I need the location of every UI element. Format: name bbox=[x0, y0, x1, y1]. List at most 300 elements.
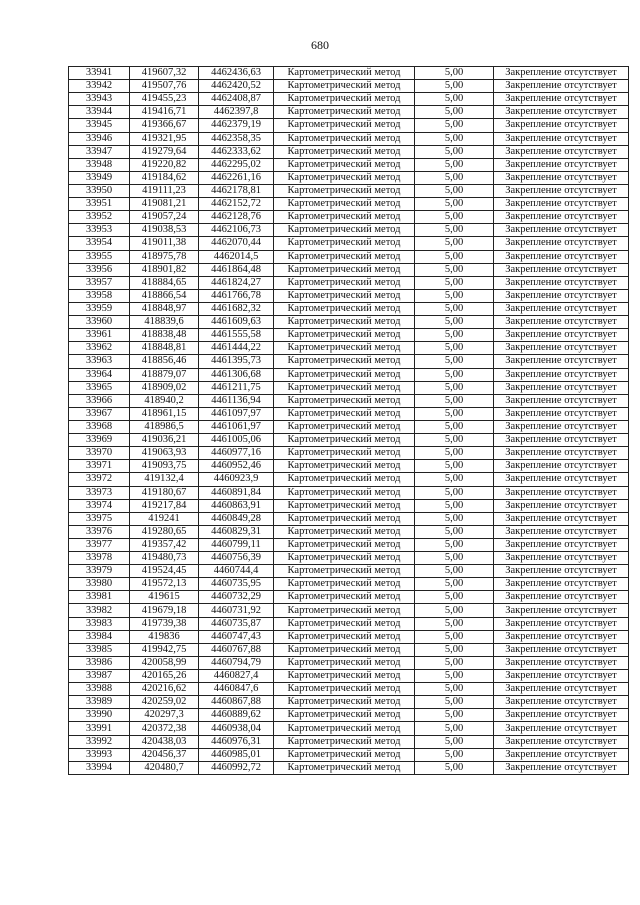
fixation-cell: Закрепление отсутствует bbox=[494, 211, 629, 224]
y-coordinate-cell: 4461555,58 bbox=[199, 329, 274, 342]
error-cell: 5,00 bbox=[415, 761, 494, 774]
table-row bbox=[69, 145, 629, 158]
error-cell: 5,00 bbox=[415, 709, 494, 722]
y-coordinate-cell: 4460744,4 bbox=[199, 565, 274, 578]
point-number-cell: 33954 bbox=[69, 237, 130, 250]
point-number-cell: 33994 bbox=[69, 761, 130, 774]
x-coordinate-cell: 418838,48 bbox=[130, 329, 199, 342]
point-number-cell: 33970 bbox=[69, 447, 130, 460]
fixation-cell: Закрепление отсутствует bbox=[494, 250, 629, 263]
y-coordinate-cell: 4460992,72 bbox=[199, 761, 274, 774]
table-row bbox=[69, 289, 629, 302]
table-row bbox=[69, 302, 629, 315]
y-coordinate-cell: 4460799,11 bbox=[199, 538, 274, 551]
x-coordinate-cell: 418848,97 bbox=[130, 302, 199, 315]
y-coordinate-cell: 4461682,32 bbox=[199, 302, 274, 315]
y-coordinate-cell: 4461766,78 bbox=[199, 289, 274, 302]
method-cell: Картометрический метод bbox=[274, 171, 415, 184]
error-cell: 5,00 bbox=[415, 342, 494, 355]
error-cell: 5,00 bbox=[415, 683, 494, 696]
method-cell: Картометрический метод bbox=[274, 683, 415, 696]
x-coordinate-cell: 419180,67 bbox=[130, 486, 199, 499]
point-number-cell: 33950 bbox=[69, 184, 130, 197]
error-cell: 5,00 bbox=[415, 250, 494, 263]
error-cell: 5,00 bbox=[415, 486, 494, 499]
fixation-cell: Закрепление отсутствует bbox=[494, 158, 629, 171]
fixation-cell: Закрепление отсутствует bbox=[494, 499, 629, 512]
x-coordinate-cell: 420216,62 bbox=[130, 683, 199, 696]
point-number-cell: 33941 bbox=[69, 67, 130, 80]
error-cell: 5,00 bbox=[415, 184, 494, 197]
point-number-cell: 33980 bbox=[69, 578, 130, 591]
fixation-cell: Закрепление отсутствует bbox=[494, 263, 629, 276]
y-coordinate-cell: 4461097,97 bbox=[199, 407, 274, 420]
x-coordinate-cell: 420438,03 bbox=[130, 735, 199, 748]
method-cell: Картометрический метод bbox=[274, 394, 415, 407]
error-cell: 5,00 bbox=[415, 119, 494, 132]
table-row bbox=[69, 591, 629, 604]
y-coordinate-cell: 4462106,73 bbox=[199, 224, 274, 237]
y-coordinate-cell: 4460756,39 bbox=[199, 552, 274, 565]
x-coordinate-cell: 419366,67 bbox=[130, 119, 199, 132]
table-row bbox=[69, 158, 629, 171]
x-coordinate-cell: 419615 bbox=[130, 591, 199, 604]
coordinates-table bbox=[68, 66, 629, 775]
method-cell: Картометрический метод bbox=[274, 158, 415, 171]
method-cell: Картометрический метод bbox=[274, 591, 415, 604]
x-coordinate-cell: 418884,65 bbox=[130, 276, 199, 289]
point-number-cell: 33988 bbox=[69, 683, 130, 696]
table-row bbox=[69, 381, 629, 394]
table-row bbox=[69, 329, 629, 342]
fixation-cell: Закрепление отсутствует bbox=[494, 447, 629, 460]
table-row bbox=[69, 473, 629, 486]
point-number-cell: 33974 bbox=[69, 499, 130, 512]
x-coordinate-cell: 418940,2 bbox=[130, 394, 199, 407]
table-row bbox=[69, 761, 629, 774]
point-number-cell: 33981 bbox=[69, 591, 130, 604]
table-row bbox=[69, 486, 629, 499]
error-cell: 5,00 bbox=[415, 316, 494, 329]
method-cell: Картометрический метод bbox=[274, 407, 415, 420]
point-number-cell: 33959 bbox=[69, 302, 130, 315]
table-row bbox=[69, 538, 629, 551]
x-coordinate-cell: 418866,54 bbox=[130, 289, 199, 302]
method-cell: Картометрический метод bbox=[274, 289, 415, 302]
x-coordinate-cell: 418909,02 bbox=[130, 381, 199, 394]
fixation-cell: Закрепление отсутствует bbox=[494, 683, 629, 696]
table-row bbox=[69, 512, 629, 525]
table-row bbox=[69, 276, 629, 289]
error-cell: 5,00 bbox=[415, 93, 494, 106]
x-coordinate-cell: 419416,71 bbox=[130, 106, 199, 119]
y-coordinate-cell: 4461864,48 bbox=[199, 263, 274, 276]
y-coordinate-cell: 4461444,22 bbox=[199, 342, 274, 355]
error-cell: 5,00 bbox=[415, 407, 494, 420]
point-number-cell: 33978 bbox=[69, 552, 130, 565]
table-row bbox=[69, 316, 629, 329]
error-cell: 5,00 bbox=[415, 447, 494, 460]
table-row bbox=[69, 434, 629, 447]
x-coordinate-cell: 419942,75 bbox=[130, 643, 199, 656]
fixation-cell: Закрепление отсутствует bbox=[494, 342, 629, 355]
error-cell: 5,00 bbox=[415, 106, 494, 119]
method-cell: Картометрический метод bbox=[274, 761, 415, 774]
error-cell: 5,00 bbox=[415, 578, 494, 591]
error-cell: 5,00 bbox=[415, 158, 494, 171]
table-row bbox=[69, 184, 629, 197]
table-row bbox=[69, 670, 629, 683]
point-number-cell: 33975 bbox=[69, 512, 130, 525]
table-row bbox=[69, 237, 629, 250]
error-cell: 5,00 bbox=[415, 591, 494, 604]
x-coordinate-cell: 419111,23 bbox=[130, 184, 199, 197]
error-cell: 5,00 bbox=[415, 224, 494, 237]
y-coordinate-cell: 4461061,97 bbox=[199, 420, 274, 433]
y-coordinate-cell: 4460735,95 bbox=[199, 578, 274, 591]
fixation-cell: Закрепление отсутствует bbox=[494, 145, 629, 158]
x-coordinate-cell: 419063,93 bbox=[130, 447, 199, 460]
x-coordinate-cell: 420297,3 bbox=[130, 709, 199, 722]
x-coordinate-cell: 419057,24 bbox=[130, 211, 199, 224]
point-number-cell: 33957 bbox=[69, 276, 130, 289]
table-row bbox=[69, 735, 629, 748]
table-row bbox=[69, 696, 629, 709]
fixation-cell: Закрепление отсутствует bbox=[494, 276, 629, 289]
error-cell: 5,00 bbox=[415, 420, 494, 433]
error-cell: 5,00 bbox=[415, 302, 494, 315]
table-row bbox=[69, 683, 629, 696]
x-coordinate-cell: 419184,62 bbox=[130, 171, 199, 184]
y-coordinate-cell: 4462178,81 bbox=[199, 184, 274, 197]
table-row bbox=[69, 119, 629, 132]
y-coordinate-cell: 4460952,46 bbox=[199, 460, 274, 473]
fixation-cell: Закрепление отсутствует bbox=[494, 565, 629, 578]
y-coordinate-cell: 4460891,84 bbox=[199, 486, 274, 499]
table-row bbox=[69, 198, 629, 211]
table-row bbox=[69, 460, 629, 473]
error-cell: 5,00 bbox=[415, 512, 494, 525]
table-row bbox=[69, 250, 629, 263]
error-cell: 5,00 bbox=[415, 368, 494, 381]
fixation-cell: Закрепление отсутствует bbox=[494, 512, 629, 525]
fixation-cell: Закрепление отсутствует bbox=[494, 617, 629, 630]
point-number-cell: 33947 bbox=[69, 145, 130, 158]
error-cell: 5,00 bbox=[415, 80, 494, 93]
x-coordinate-cell: 419217,84 bbox=[130, 499, 199, 512]
y-coordinate-cell: 4462379,19 bbox=[199, 119, 274, 132]
y-coordinate-cell: 4462436,63 bbox=[199, 67, 274, 80]
fixation-cell: Закрепление отсутствует bbox=[494, 486, 629, 499]
y-coordinate-cell: 4460735,87 bbox=[199, 617, 274, 630]
point-number-cell: 33976 bbox=[69, 525, 130, 538]
x-coordinate-cell: 419480,73 bbox=[130, 552, 199, 565]
table-row bbox=[69, 630, 629, 643]
x-coordinate-cell: 418901,82 bbox=[130, 263, 199, 276]
fixation-cell: Закрепление отсутствует bbox=[494, 237, 629, 250]
table-row bbox=[69, 80, 629, 93]
fixation-cell: Закрепление отсутствует bbox=[494, 407, 629, 420]
x-coordinate-cell: 419507,76 bbox=[130, 80, 199, 93]
x-coordinate-cell: 418879,07 bbox=[130, 368, 199, 381]
y-coordinate-cell: 4461005,06 bbox=[199, 434, 274, 447]
fixation-cell: Закрепление отсутствует bbox=[494, 538, 629, 551]
error-cell: 5,00 bbox=[415, 722, 494, 735]
x-coordinate-cell: 419036,21 bbox=[130, 434, 199, 447]
y-coordinate-cell: 4460731,92 bbox=[199, 604, 274, 617]
point-number-cell: 33969 bbox=[69, 434, 130, 447]
y-coordinate-cell: 4461211,75 bbox=[199, 381, 274, 394]
table-row bbox=[69, 565, 629, 578]
y-coordinate-cell: 4462408,87 bbox=[199, 93, 274, 106]
page-number: 680 bbox=[311, 38, 329, 52]
error-cell: 5,00 bbox=[415, 394, 494, 407]
y-coordinate-cell: 4460767,88 bbox=[199, 643, 274, 656]
x-coordinate-cell: 419607,32 bbox=[130, 67, 199, 80]
x-coordinate-cell: 418986,5 bbox=[130, 420, 199, 433]
table-row bbox=[69, 748, 629, 761]
fixation-cell: Закрепление отсутствует bbox=[494, 106, 629, 119]
table-row bbox=[69, 578, 629, 591]
error-cell: 5,00 bbox=[415, 735, 494, 748]
method-cell: Картометрический метод bbox=[274, 106, 415, 119]
y-coordinate-cell: 4460977,16 bbox=[199, 447, 274, 460]
method-cell: Картометрический метод bbox=[274, 722, 415, 735]
error-cell: 5,00 bbox=[415, 145, 494, 158]
error-cell: 5,00 bbox=[415, 329, 494, 342]
fixation-cell: Закрепление отсутствует bbox=[494, 420, 629, 433]
error-cell: 5,00 bbox=[415, 643, 494, 656]
x-coordinate-cell: 420456,37 bbox=[130, 748, 199, 761]
point-number-cell: 33986 bbox=[69, 656, 130, 669]
method-cell: Картометрический метод bbox=[274, 538, 415, 551]
point-number-cell: 33987 bbox=[69, 670, 130, 683]
fixation-cell: Закрепление отсутствует bbox=[494, 171, 629, 184]
y-coordinate-cell: 4461609,63 bbox=[199, 316, 274, 329]
fixation-cell: Закрепление отсутствует bbox=[494, 67, 629, 80]
fixation-cell: Закрепление отсутствует bbox=[494, 604, 629, 617]
method-cell: Картометрический метод bbox=[274, 499, 415, 512]
table-row bbox=[69, 407, 629, 420]
fixation-cell: Закрепление отсутствует bbox=[494, 198, 629, 211]
y-coordinate-cell: 4461395,73 bbox=[199, 355, 274, 368]
fixation-cell: Закрепление отсутствует bbox=[494, 316, 629, 329]
error-cell: 5,00 bbox=[415, 538, 494, 551]
method-cell: Картометрический метод bbox=[274, 434, 415, 447]
fixation-cell: Закрепление отсутствует bbox=[494, 761, 629, 774]
y-coordinate-cell: 4460976,31 bbox=[199, 735, 274, 748]
error-cell: 5,00 bbox=[415, 499, 494, 512]
y-coordinate-cell: 4462152,72 bbox=[199, 198, 274, 211]
method-cell: Картометрический метод bbox=[274, 525, 415, 538]
method-cell: Картометрический метод bbox=[274, 735, 415, 748]
method-cell: Картометрический метод bbox=[274, 342, 415, 355]
x-coordinate-cell: 419357,42 bbox=[130, 538, 199, 551]
point-number-cell: 33971 bbox=[69, 460, 130, 473]
point-number-cell: 33966 bbox=[69, 394, 130, 407]
error-cell: 5,00 bbox=[415, 552, 494, 565]
method-cell: Картометрический метод bbox=[274, 696, 415, 709]
method-cell: Картометрический метод bbox=[274, 512, 415, 525]
table-row bbox=[69, 656, 629, 669]
fixation-cell: Закрепление отсутствует bbox=[494, 591, 629, 604]
fixation-cell: Закрепление отсутствует bbox=[494, 709, 629, 722]
method-cell: Картометрический метод bbox=[274, 211, 415, 224]
method-cell: Картометрический метод bbox=[274, 565, 415, 578]
error-cell: 5,00 bbox=[415, 604, 494, 617]
point-number-cell: 33965 bbox=[69, 381, 130, 394]
x-coordinate-cell: 418856,46 bbox=[130, 355, 199, 368]
x-coordinate-cell: 419524,45 bbox=[130, 565, 199, 578]
fixation-cell: Закрепление отсутствует bbox=[494, 224, 629, 237]
method-cell: Картометрический метод bbox=[274, 80, 415, 93]
table-row bbox=[69, 617, 629, 630]
fixation-cell: Закрепление отсутствует bbox=[494, 302, 629, 315]
y-coordinate-cell: 4462070,44 bbox=[199, 237, 274, 250]
point-number-cell: 33968 bbox=[69, 420, 130, 433]
y-coordinate-cell: 4462397,8 bbox=[199, 106, 274, 119]
y-coordinate-cell: 4462358,35 bbox=[199, 132, 274, 145]
fixation-cell: Закрепление отсутствует bbox=[494, 460, 629, 473]
y-coordinate-cell: 4461824,27 bbox=[199, 276, 274, 289]
point-number-cell: 33949 bbox=[69, 171, 130, 184]
method-cell: Картометрический метод bbox=[274, 237, 415, 250]
fixation-cell: Закрепление отсутствует bbox=[494, 670, 629, 683]
method-cell: Картометрический метод bbox=[274, 617, 415, 630]
method-cell: Картометрический метод bbox=[274, 552, 415, 565]
x-coordinate-cell: 419739,38 bbox=[130, 617, 199, 630]
error-cell: 5,00 bbox=[415, 355, 494, 368]
point-number-cell: 33955 bbox=[69, 250, 130, 263]
point-number-cell: 33977 bbox=[69, 538, 130, 551]
error-cell: 5,00 bbox=[415, 473, 494, 486]
point-number-cell: 33979 bbox=[69, 565, 130, 578]
error-cell: 5,00 bbox=[415, 617, 494, 630]
method-cell: Картометрический метод bbox=[274, 329, 415, 342]
error-cell: 5,00 bbox=[415, 237, 494, 250]
point-number-cell: 33960 bbox=[69, 316, 130, 329]
error-cell: 5,00 bbox=[415, 630, 494, 643]
y-coordinate-cell: 4460867,88 bbox=[199, 696, 274, 709]
method-cell: Картометрический метод bbox=[274, 132, 415, 145]
method-cell: Картометрический метод bbox=[274, 316, 415, 329]
fixation-cell: Закрепление отсутствует bbox=[494, 722, 629, 735]
y-coordinate-cell: 4460794,79 bbox=[199, 656, 274, 669]
error-cell: 5,00 bbox=[415, 276, 494, 289]
x-coordinate-cell: 418848,81 bbox=[130, 342, 199, 355]
x-coordinate-cell: 420372,38 bbox=[130, 722, 199, 735]
y-coordinate-cell: 4460863,91 bbox=[199, 499, 274, 512]
point-number-cell: 33992 bbox=[69, 735, 130, 748]
table-row bbox=[69, 342, 629, 355]
x-coordinate-cell: 419081,21 bbox=[130, 198, 199, 211]
error-cell: 5,00 bbox=[415, 748, 494, 761]
point-number-cell: 33953 bbox=[69, 224, 130, 237]
x-coordinate-cell: 420259,02 bbox=[130, 696, 199, 709]
method-cell: Картометрический метод bbox=[274, 368, 415, 381]
fixation-cell: Закрепление отсутствует bbox=[494, 696, 629, 709]
fixation-cell: Закрепление отсутствует bbox=[494, 656, 629, 669]
error-cell: 5,00 bbox=[415, 460, 494, 473]
point-number-cell: 33982 bbox=[69, 604, 130, 617]
x-coordinate-cell: 418961,15 bbox=[130, 407, 199, 420]
method-cell: Картометрический метод bbox=[274, 119, 415, 132]
point-number-cell: 33956 bbox=[69, 263, 130, 276]
y-coordinate-cell: 4462014,5 bbox=[199, 250, 274, 263]
fixation-cell: Закрепление отсутствует bbox=[494, 355, 629, 368]
point-number-cell: 33967 bbox=[69, 407, 130, 420]
fixation-cell: Закрепление отсутствует bbox=[494, 132, 629, 145]
y-coordinate-cell: 4462295,02 bbox=[199, 158, 274, 171]
y-coordinate-cell: 4460849,28 bbox=[199, 512, 274, 525]
fixation-cell: Закрепление отсутствует bbox=[494, 119, 629, 132]
method-cell: Картометрический метод bbox=[274, 420, 415, 433]
x-coordinate-cell: 419679,18 bbox=[130, 604, 199, 617]
method-cell: Картометрический метод bbox=[274, 263, 415, 276]
fixation-cell: Закрепление отсутствует bbox=[494, 525, 629, 538]
x-coordinate-cell: 419279,64 bbox=[130, 145, 199, 158]
point-number-cell: 33961 bbox=[69, 329, 130, 342]
y-coordinate-cell: 4460829,31 bbox=[199, 525, 274, 538]
table-row bbox=[69, 525, 629, 538]
fixation-cell: Закрепление отсутствует bbox=[494, 93, 629, 106]
error-cell: 5,00 bbox=[415, 198, 494, 211]
error-cell: 5,00 bbox=[415, 263, 494, 276]
method-cell: Картометрический метод bbox=[274, 381, 415, 394]
point-number-cell: 33942 bbox=[69, 80, 130, 93]
error-cell: 5,00 bbox=[415, 171, 494, 184]
error-cell: 5,00 bbox=[415, 565, 494, 578]
table-row bbox=[69, 552, 629, 565]
point-number-cell: 33945 bbox=[69, 119, 130, 132]
fixation-cell: Закрепление отсутствует bbox=[494, 394, 629, 407]
table-body bbox=[69, 67, 629, 775]
fixation-cell: Закрепление отсутствует bbox=[494, 289, 629, 302]
method-cell: Картометрический метод bbox=[274, 709, 415, 722]
table-row bbox=[69, 447, 629, 460]
x-coordinate-cell: 418975,78 bbox=[130, 250, 199, 263]
method-cell: Картометрический метод bbox=[274, 145, 415, 158]
point-number-cell: 33952 bbox=[69, 211, 130, 224]
fixation-cell: Закрепление отсутствует bbox=[494, 381, 629, 394]
point-number-cell: 33985 bbox=[69, 643, 130, 656]
x-coordinate-cell: 420058,99 bbox=[130, 656, 199, 669]
point-number-cell: 33948 bbox=[69, 158, 130, 171]
y-coordinate-cell: 4460889,62 bbox=[199, 709, 274, 722]
method-cell: Картометрический метод bbox=[274, 643, 415, 656]
fixation-cell: Закрепление отсутствует bbox=[494, 643, 629, 656]
fixation-cell: Закрепление отсутствует bbox=[494, 184, 629, 197]
point-number-cell: 33990 bbox=[69, 709, 130, 722]
x-coordinate-cell: 419836 bbox=[130, 630, 199, 643]
method-cell: Картометрический метод bbox=[274, 93, 415, 106]
method-cell: Картометрический метод bbox=[274, 198, 415, 211]
method-cell: Картометрический метод bbox=[274, 67, 415, 80]
x-coordinate-cell: 419132,4 bbox=[130, 473, 199, 486]
table-row bbox=[69, 263, 629, 276]
method-cell: Картометрический метод bbox=[274, 302, 415, 315]
fixation-cell: Закрепление отсутствует bbox=[494, 735, 629, 748]
table-row bbox=[69, 211, 629, 224]
table-row bbox=[69, 171, 629, 184]
x-coordinate-cell: 419280,65 bbox=[130, 525, 199, 538]
fixation-cell: Закрепление отсутствует bbox=[494, 473, 629, 486]
x-coordinate-cell: 419220,82 bbox=[130, 158, 199, 171]
y-coordinate-cell: 4462128,76 bbox=[199, 211, 274, 224]
x-coordinate-cell: 418839,6 bbox=[130, 316, 199, 329]
fixation-cell: Закрепление отсутствует bbox=[494, 630, 629, 643]
table-row bbox=[69, 420, 629, 433]
